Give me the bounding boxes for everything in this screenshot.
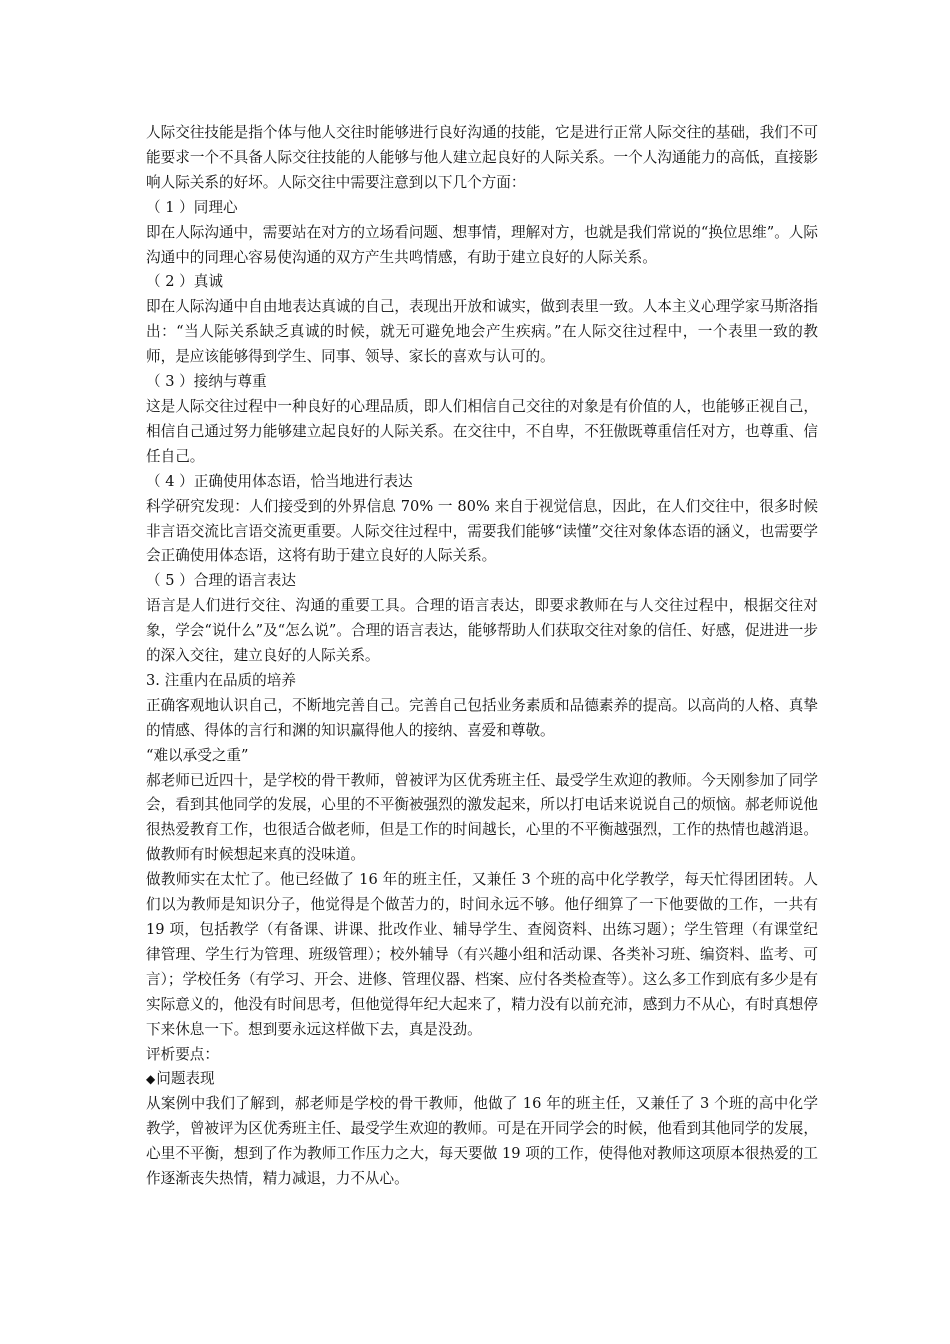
empathy-paragraph: 即在人际沟通中，需要站在对方的立场看问题、想事情，理解对方，也就是我们常说的“换位思维”。人际沟通中的同理心容易使沟通的双方产生共鸣情感，有助于建立良好的人际关系。 [146,223,818,266]
section-heading-inner-quality: 3. 注重内在品质的培养 [146,671,296,689]
black-diamond-icon: ◆ [146,1072,156,1087]
sincerity-paragraph: 即在人际沟通中自由地表达真诚的自己，表现出开放和诚实，做到表里一致。人本主义心理学家马斯洛指出：“当人际关系缺乏真诚的时候，就无可避免地会产生疾病。”在人际交往过程中，一个表里一致的教师，是应该能够得到学生、同事、领导、家长的喜欢与认可的。 [146,298,818,366]
problem-heading [146,1067,818,1092]
verbal-expression-paragraph: 语言是人们进行交往、沟通的重要工具。合理的语言表达，即要求教师在与人交往过程中，根据交往对象，学会“说什么”及“怎么说”。合理的语言表达，能够帮助人们获取交往对象的信任、好感，促进进一步的深入交往，建立良好的人际关系。 [146,597,818,665]
case-title: “难以承受之重” [146,746,249,764]
body-language-paragraph: 科学研究发现：人们接受到的外界信息 70% 一 80% 来自于视觉信息，因此，在人们交往中，很多时候非言语交流比言语交流更重要。人际交往过程中，需要我们能够“读懂”交往对象体态语的涵义，也需要学会正确使用体态语，这将有助于建立良好的人际关系。 [146,497,818,565]
problem-heading-label: 问题表现 [156,1070,215,1088]
problem-paragraph: 从案例中我们了解到，郝老师是学校的骨干教师，他做了 16 年的班主任，又兼任了 3 个班的高中化学教学，曾被评为区优秀班主任、最受学生欢迎的教师。可是在开同学会的时候，他看到其他同学的发展，心里不平衡，想到了作为教师工作压力之大，每天要做 19 项的工作，使得他对教师这项原本很热爱的工作逐渐丧失热情，精力减退，力不从心。 [146,1095,818,1188]
section-heading-acceptance: （ 3 ）接纳与尊重 [146,373,267,391]
section-heading-empathy: （ 1 ）同理心 [146,198,238,216]
case-paragraph-1: 郝老师已近四十，是学校的骨干教师，曾被评为区优秀班主任、最受学生欢迎的教师。今天刚参加了同学会，看到其他同学的发展，心里的不平衡被强烈的激发起来，所以打电话来说说自己的烦恼。郝老师说他很热爱教育工作，也很适合做老师，但是工作的时间越长，心里的不平衡越强烈，工作的热情也越消退。做教师有时候想起来真的没味道。 [146,771,818,864]
analysis-heading: 评析要点： [146,1045,219,1063]
inner-quality-paragraph: 正确客观地认识自己，不断地完善自己。完善自己包括业务素质和品德素养的提高。以高尚的人格、真挚的情感、得体的言行和渊的知识赢得他人的接纳、喜爱和尊敬。 [146,696,818,739]
section-heading-body-language: （ 4 ）正确使用体态语，恰当地进行表达 [146,472,413,490]
case-paragraph-2: 做教师实在太忙了。他已经做了 16 年的班主任，又兼任 3 个班的高中化学教学，每天忙得团团转。人们以为教师是知识分子，他觉得是个做苦力的，时间永远不够。他仔细算了一下他要做的工作，一共有 19 项，包括教学（有备课、讲课、批改作业、辅导学生、查阅资料、出练习题）；学生管理（有课堂纪律管理、学生行为管理、班级管理）；校外辅导（有兴趣小组和活动课、各类补习班、编资料、监考、可言）；学校任务（有学习、开会、进修、管理仪器、档案、应付各类检查等）。这么多工作到底有多少是有实际意义的，他没有时间思考，但他觉得年纪大起来了，精力没有以前充沛，感到力不从心，有时真想停下来休息一下。想到要永远这样做下去，真是没劲。 [146,871,818,1038]
section-heading-verbal-expression: （ 5 ）合理的语言表达 [146,572,296,590]
document-body [146,121,818,1192]
intro-paragraph: 人际交往技能是指个体与他人交往时能够进行良好沟通的技能，它是进行正常人际交往的基础，我们不可能要求一个不具备人际交往技能的人能够与他人建立起良好的人际关系。一个人沟通能力的高低，直接影响人际关系的好坏。人际交往中需要注意到以下几个方面： [146,124,818,191]
section-heading-sincerity: （ 2 ）真诚 [146,273,223,291]
acceptance-paragraph: 这是人际交往过程中一种良好的心理品质，即人们相信自己交往的对象是有价值的人，也能够正视自己，相信自己通过努力能够建立起良好的人际关系。在交往中，不自卑，不狂傲既尊重信任对方，也尊重、信任自己。 [146,397,818,465]
